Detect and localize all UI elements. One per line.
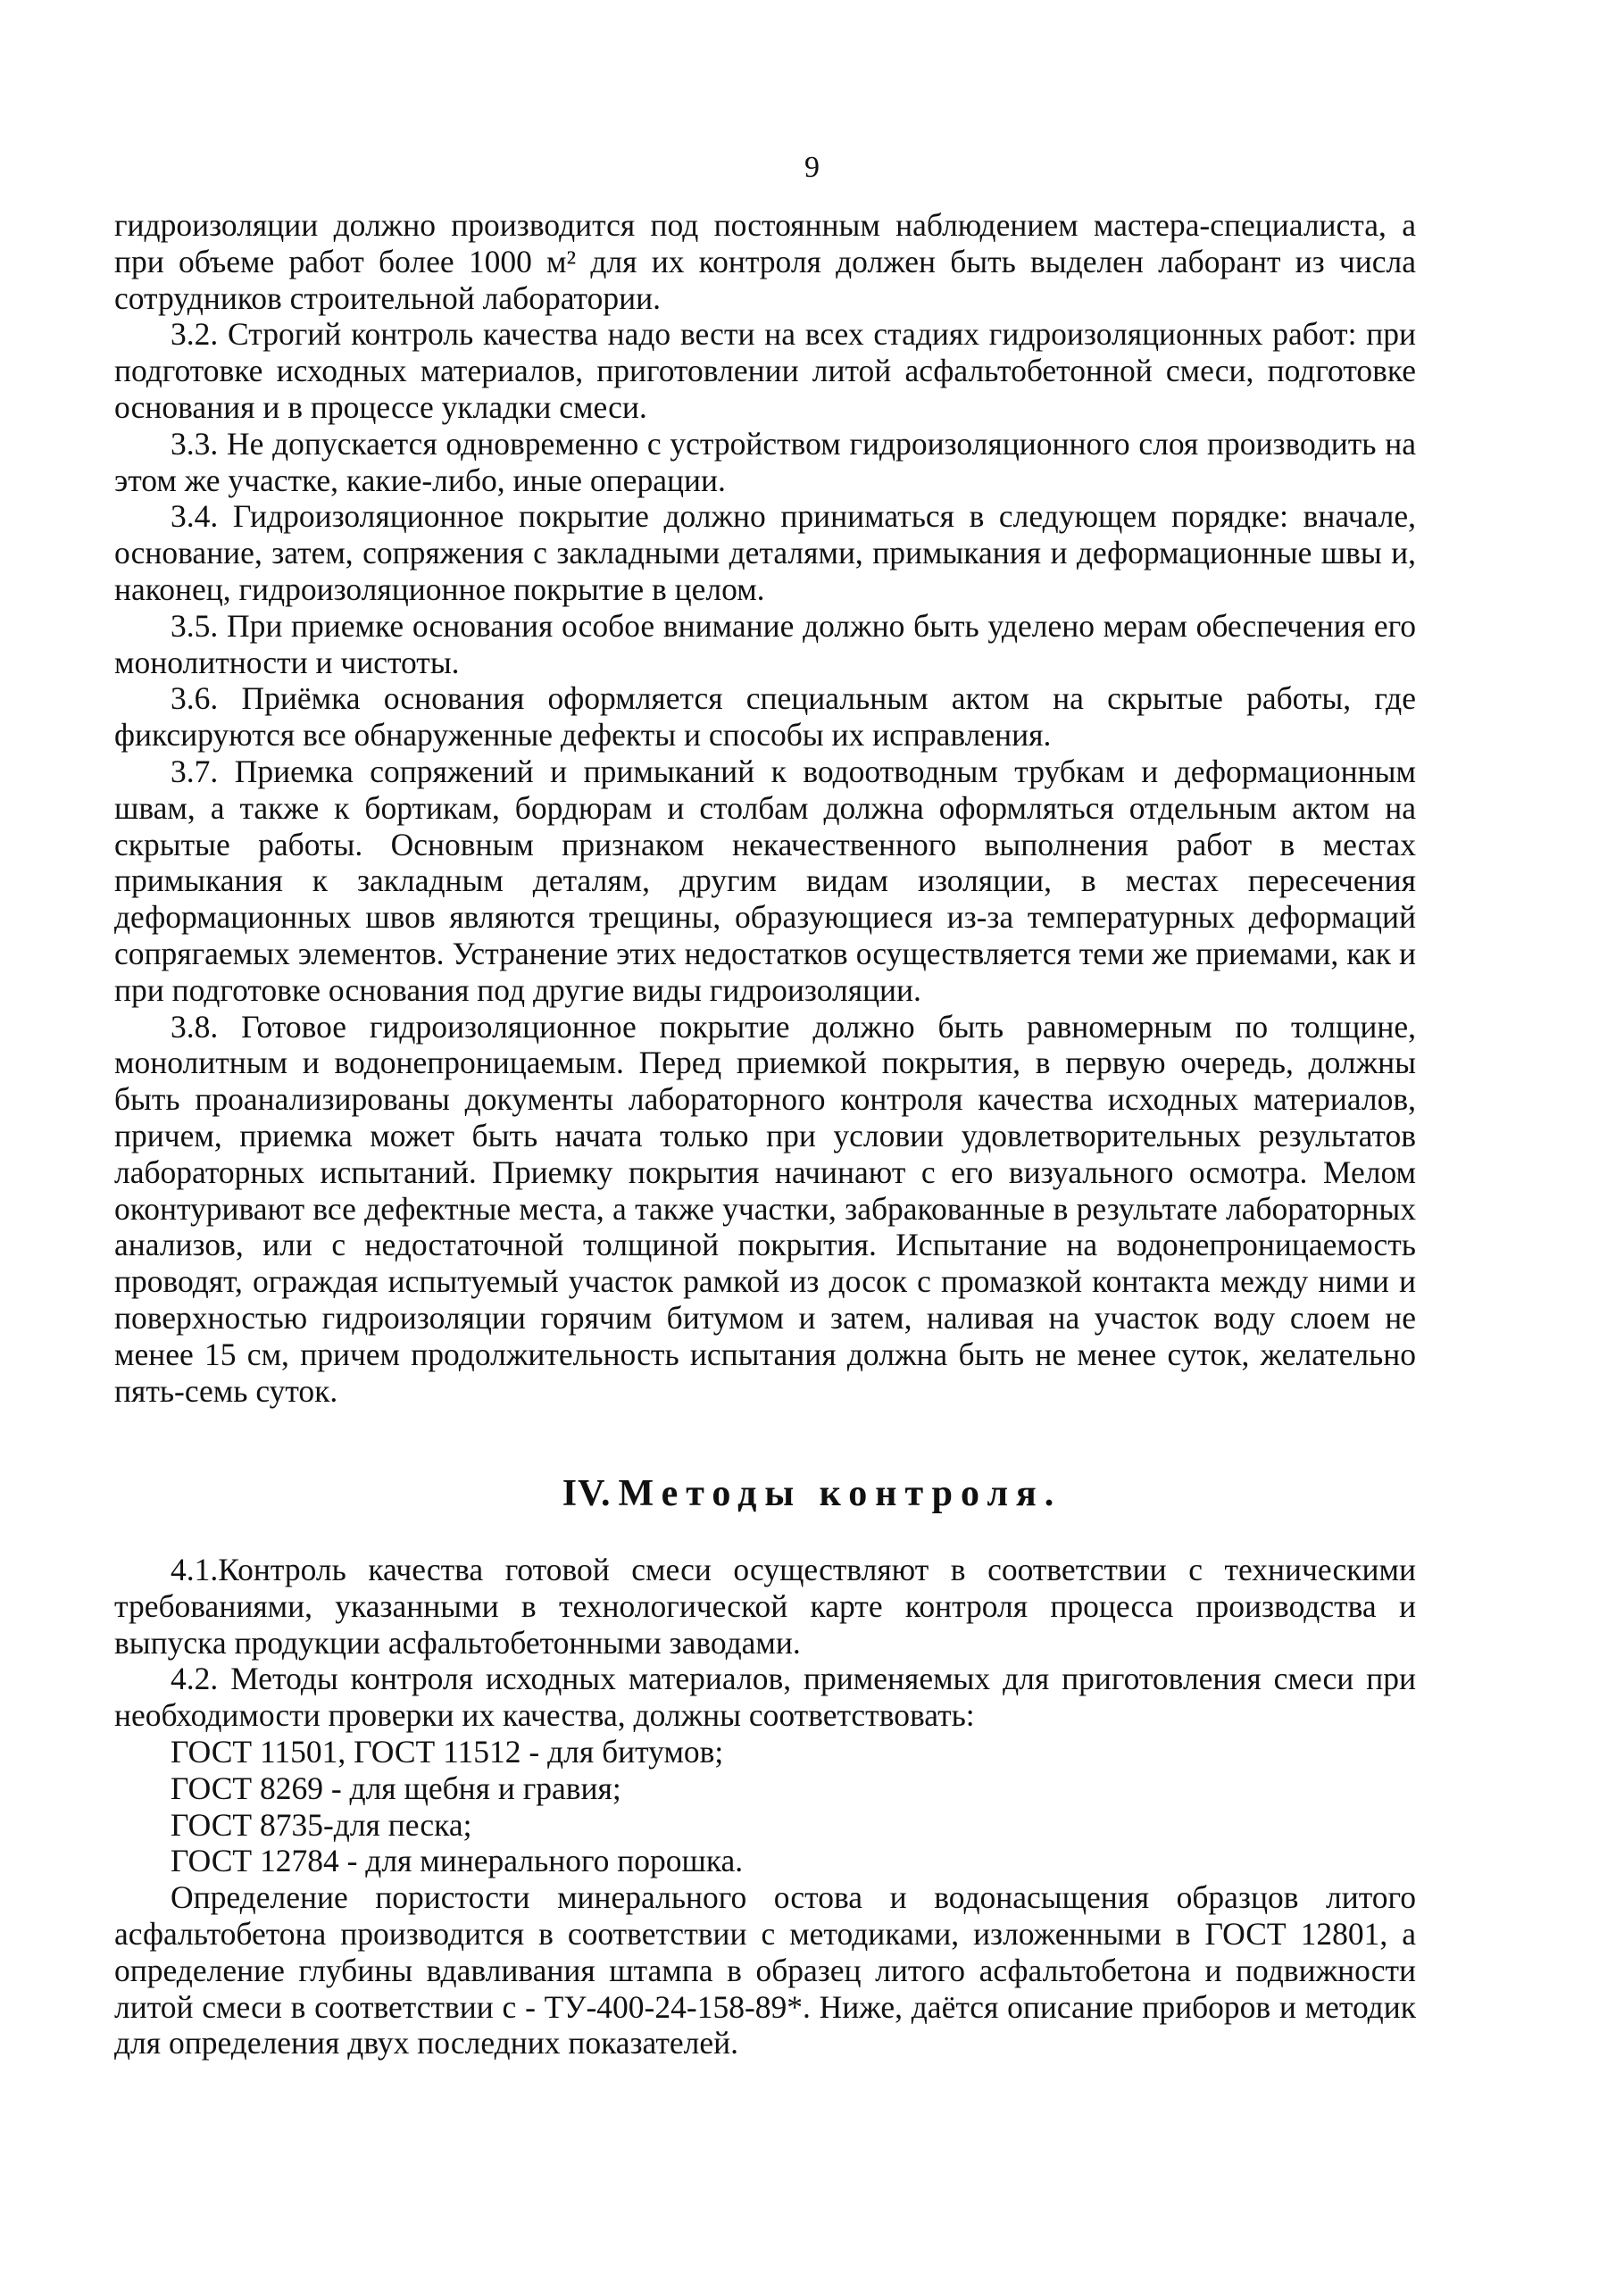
- gost-list-item: ГОСТ 8735-для песка;: [171, 1806, 472, 1843]
- paragraph-4-3: Определение пористости минерального остова и водонасыщения образцов литого асфальтобетона производится в соответствии с методиками, изложенными в ГОСТ 12801, а определение глубины вдавливания штампа в образец литого асфальтобетона и подвижности литой смеси в соответствии с - ТУ-400-24-158-89*. Ниже, даётся описание приборов и методик для определения двух последних показателей.: [114, 1879, 1416, 2061]
- paragraph-4-1: 4.1.Контроль качества готовой смеси осуществляют в соответствии с техническими требованиями, указанными в технологической карте контроля процесса производства и выпуска продукции асфальтобетонными заводами.: [114, 1552, 1416, 1661]
- paragraph-3-8: 3.8. Готовое гидроизоляционное покрытие должно быть равномерным по толщине, монолитным и водонепроницаемым. Перед приемкой покрытия, в первую очередь, должны быть проанализированы документы лабораторного контроля качества исходных материалов, причем, приемка может быть начата только при условии удовлетворительных результатов лабораторных испытаний. Приемку покрытия начинают с его визуального осмотра. Мелом оконтуривают все дефектные места, а также участки, забракованные в результате лабораторных анализов, или с недостаточной толщиной покрытия. Испытание на водонепроницаемость проводят, ограждая испытуемый участок рамкой из досок с промазкой контакта между ними и поверхностью гидроизоляции горячим битумом и затем, наливая на участок воду слоем не менее 15 см, причем продолжительность испытания должна быть не менее суток, желательно пять-семь суток.: [114, 1008, 1416, 1409]
- gost-list-item: ГОСТ 12784 - для минерального порошка.: [171, 1843, 744, 1879]
- gost-list-item: ГОСТ 8269 - для щебня и гравия;: [171, 1770, 621, 1806]
- paragraph-3-6: 3.6. Приёмка основания оформляется специальным актом на скрытые работы, где фиксируются все обнаруженные дефекты и способы их исправления.: [114, 680, 1416, 754]
- section-4-text: [114, 1552, 1416, 2061]
- section-4-title: Методы контроля.: [618, 1473, 1062, 1514]
- paragraph-3-2: 3.2. Строгий контроль качества надо вести на всех стадиях гидроизоляционных работ: при подготовке исходных материалов, приготовлении литой асфальтобетонной смеси, подготовке основания и в процессе укладки смеси.: [114, 316, 1416, 425]
- section-3-text: [114, 207, 1416, 1409]
- gost-list-item: ГОСТ 11501, ГОСТ 11512 - для битумов;: [171, 1733, 724, 1770]
- page-number: 9: [804, 151, 820, 184]
- section-4-number: IV.: [562, 1473, 612, 1514]
- paragraph-3-1-continuation: гидроизоляции должно производится под постоянным наблюдением мастера-специалиста, а при объеме работ более 1000 м² для их контроля должен быть выделен лаборант из числа сотрудников строительной лаборатории.: [114, 207, 1416, 316]
- section-4-heading: [0, 1471, 1624, 1516]
- paragraph-3-4: 3.4. Гидроизоляционное покрытие должно приниматься в следующем порядке: вначале, основание, затем, сопряжения с закладными деталями, примыкания и деформационные швы и, наконец, гидроизоляционное покрытие в целом.: [114, 498, 1416, 607]
- paragraph-3-7: 3.7. Приемка сопряжений и примыканий к водоотводным трубкам и деформационным швам, а также к бортикам, бордюрам и столбам должна оформляться отдельным актом на скрытые работы. Основным признаком некачественного выполнения работ в местах примыкания к закладным деталям, другим видам изоляции, в местах пересечения деформационных швов являются трещины, образующиеся из-за температурных деформаций сопрягаемых элементов. Устранение этих недостатков осуществляется теми же приемами, как и при подготовке основания под другие виды гидроизоляции.: [114, 753, 1416, 1008]
- paragraph-4-2: 4.2. Методы контроля исходных материалов, применяемых для приготовления смеси при необходимости проверки их качества, должны соответствовать:: [114, 1661, 1416, 1734]
- paragraph-3-3: 3.3. Не допускается одновременно с устройством гидроизоляционного слоя производить на этом же участке, какие-либо, иные операции.: [114, 425, 1416, 498]
- paragraph-3-5: 3.5. При приемке основания особое внимание должно быть уделено мерам обеспечения его монолитности и чистоты.: [114, 607, 1416, 680]
